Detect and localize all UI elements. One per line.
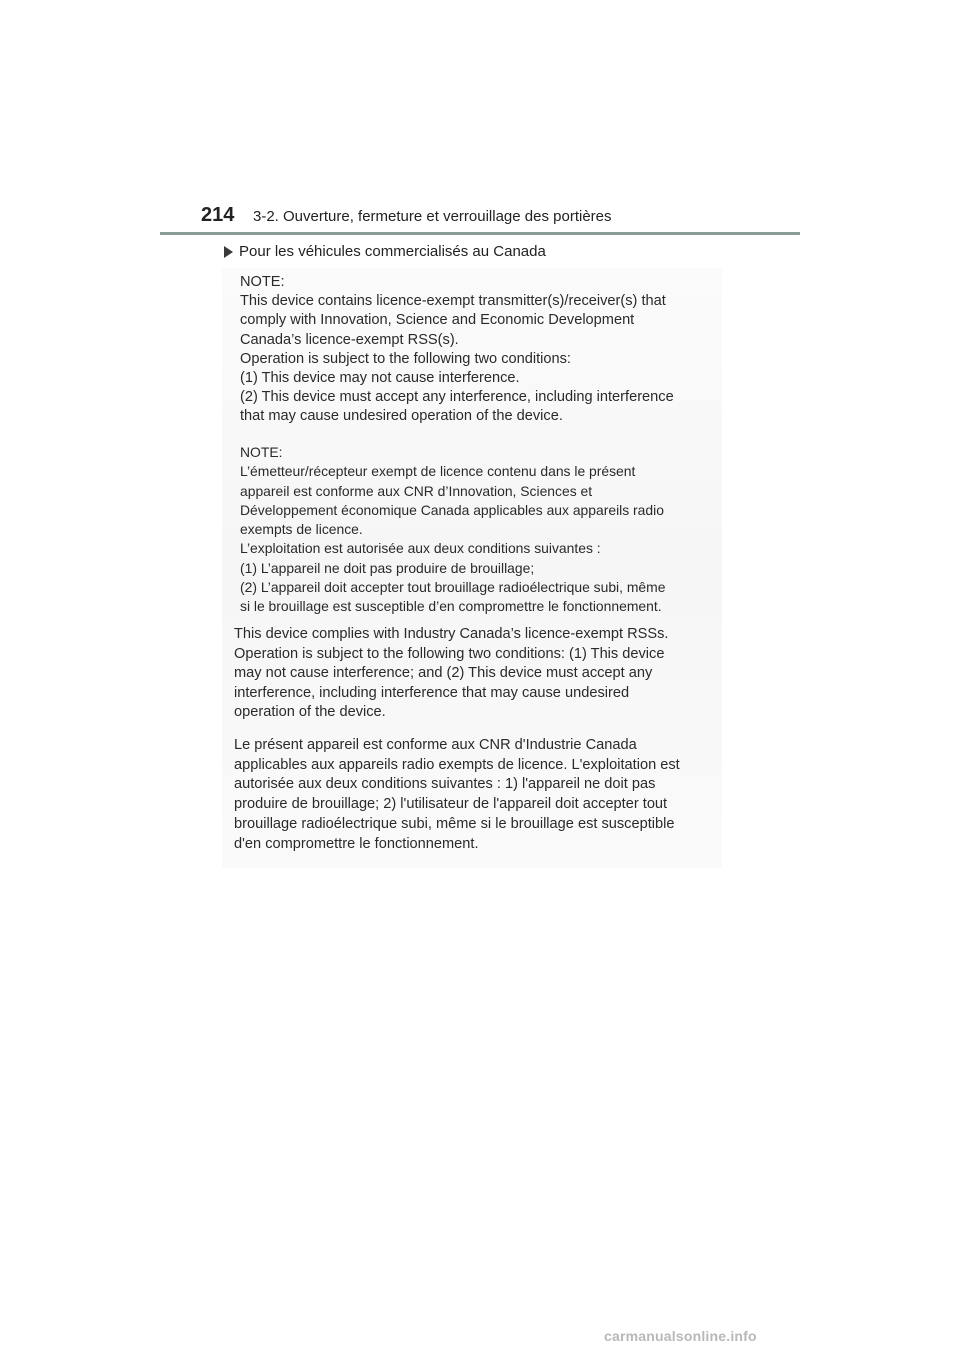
industry-fr-line: Le présent appareil est conforme aux CNR d'Industrie Canada	[234, 737, 637, 753]
notice-fr-line: exempts de licence.	[240, 521, 363, 538]
notice-fr-line: si le brouillage est susceptible d’en compromettre le fonctionnement.	[240, 598, 662, 615]
notice-fr-line: L’exploitation est autorisée aux deux conditions suivantes :	[240, 540, 601, 557]
industry-en-line: operation of the device.	[234, 704, 386, 721]
notice-en-line: (2) This device must accept any interference, including interference	[240, 389, 674, 406]
header-divider	[160, 232, 800, 235]
subheading-text: Pour les véhicules commercialisés au Canada	[239, 243, 546, 260]
industry-en-line: Operation is subject to the following two conditions: (1) This device	[234, 645, 665, 662]
page-number: 214	[201, 204, 235, 226]
subheading	[224, 243, 546, 260]
industry-fr-line: autorisée aux deux conditions suivantes : 1) l'appareil ne doit pas	[234, 776, 656, 793]
industry-canada-french	[234, 736, 724, 854]
triangle-right-icon	[224, 246, 233, 258]
notice-en-line: Operation is subject to the following two conditions:	[240, 350, 571, 367]
notice-fr-line: (1) L’appareil ne doit pas produire de brouillage;	[240, 559, 535, 576]
notice-fr-line: appareil est conforme aux CNR d’Innovation, Sciences et	[240, 482, 593, 499]
notice-fr-line: (2) L’appareil doit accepter tout brouillage radioélectrique subi, même	[240, 579, 666, 596]
industry-en-line: interference, including interference that may cause undesired	[234, 684, 630, 701]
notice-fr-line: NOTE:	[240, 444, 283, 460]
industry-en-line: may not cause interference; and (2) This device must accept any	[234, 665, 653, 682]
industry-canada-english	[234, 625, 724, 723]
watermark-text: carmanualsonline.info	[604, 1328, 757, 1344]
industry-fr-line: applicables aux appareils radio exempts de licence. L'exploitation est	[234, 756, 680, 773]
notice-en-line: NOTE:	[240, 274, 285, 290]
industry-fr-line: brouillage radioélectrique subi, même si le brouillage est susceptible	[234, 815, 675, 832]
industry-fr-line: d'en compromettre le fonctionnement.	[234, 835, 479, 852]
notice-en-line: This device contains licence-exempt transmitter(s)/receiver(s) that	[240, 293, 666, 310]
notice-en-line: Canada’s licence-exempt RSS(s).	[240, 331, 459, 348]
notice-fr-line: L’émetteur/récepteur exempt de licence contenu dans le présent	[240, 463, 636, 480]
notice-en-line: that may cause undesired operation of the device.	[240, 408, 563, 425]
industry-en-line: This device complies with Industry Canada’s licence-exempt RSSs.	[234, 626, 669, 642]
notice-french	[240, 443, 720, 617]
notice-fr-line: Développement économique Canada applicables aux appareils radio	[240, 501, 664, 518]
notice-english	[240, 273, 720, 427]
section-title: 3-2. Ouverture, fermeture et verrouillage des portières	[253, 208, 612, 225]
notice-en-line: comply with Innovation, Science and Economic Development	[240, 312, 635, 329]
industry-fr-line: produire de brouillage; 2) l'utilisateur de l'appareil doit accepter tout	[234, 796, 668, 813]
notice-en-line: (1) This device may not cause interference.	[240, 370, 520, 387]
